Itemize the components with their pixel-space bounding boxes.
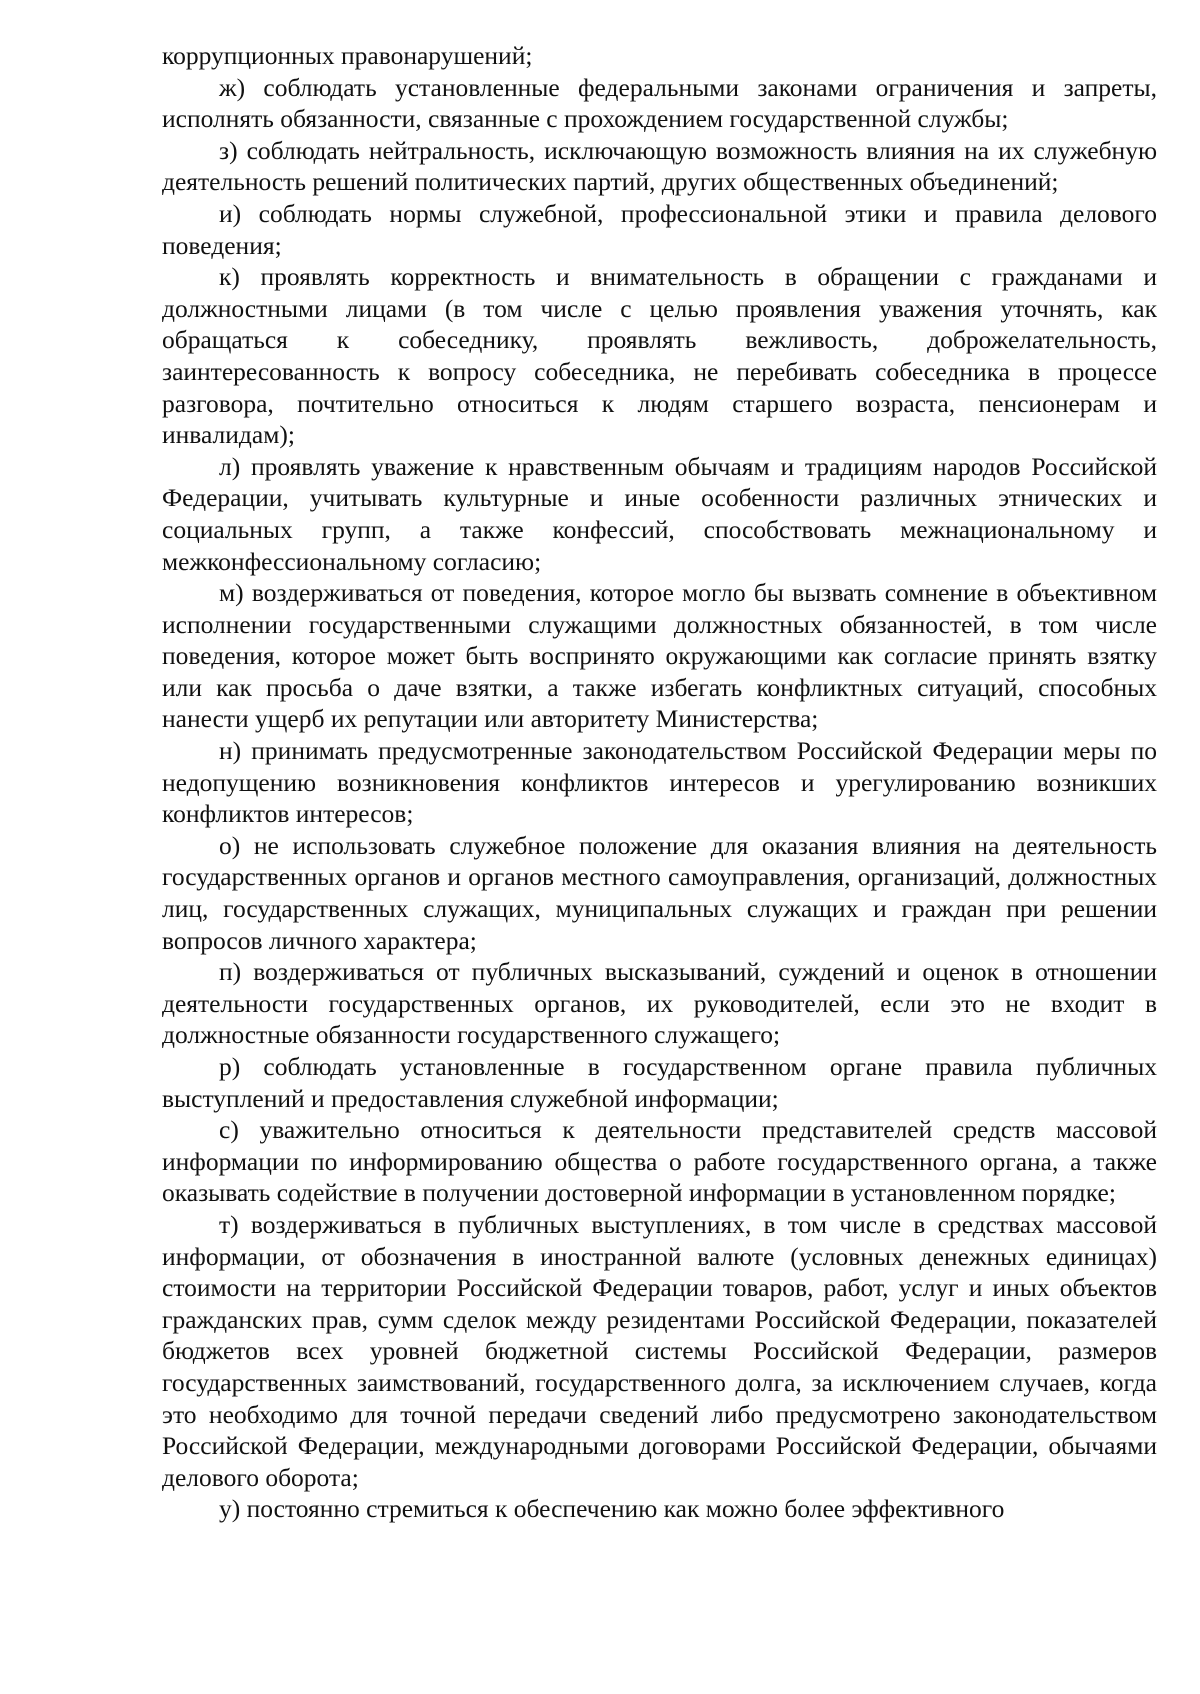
document-page: [162, 40, 1157, 1525]
paragraph-item-t: т) воздерживаться в публичных выступлениях, в том числе в средствах массовой информации, от обозначения в иностранной валюте (условных денежных единицах) стоимости на территории Российской Федерации товаров, работ, услуг и иных объектов гражданских прав, сумм сделок между резидентами Российской Федерации, показателей бюджетов всех уровней бюджетной системы Российской Федерации, размеров государственных заимствований, государственного долга, за исключением случаев, когда это необходимо для точной передачи сведений либо предусмотрено законодательством Российской Федерации, международными договорами Российской Федерации, обычаями делового оборота;: [162, 1209, 1157, 1492]
paragraph-item-u: у) постоянно стремиться к обеспечению как можно более эффективного: [219, 1494, 1005, 1524]
paragraph-item-s: с) уважительно относиться к деятельности представителей средств массовой информации по информированию общества о работе государственного органа, а также оказывать содействие в получении достоверной информации в установленном порядке;: [162, 1115, 1157, 1208]
paragraph-item-p: п) воздерживаться от публичных высказываний, суждений и оценок в отношении деятельности государственных органов, их руководителей, если это не входит в должностные обязанности государственного служащего;: [162, 957, 1157, 1050]
paragraph-item-i: и) соблюдать нормы служебной, профессиональной этики и правила делового поведения;: [162, 198, 1157, 260]
paragraph-item-n: н) принимать предусмотренные законодательством Российской Федерации меры по недопущению возникновения конфликтов интересов и урегулированию возникших конфликтов интересов;: [162, 736, 1157, 829]
paragraph-item-zh: ж) соблюдать установленные федеральными законами ограничения и запреты, исполнять обязанности, связанные с прохождением государственной службы;: [162, 72, 1157, 134]
paragraph-item-l: л) проявлять уважение к нравственным обычаям и традициям народов Российской Федерации, учитывать культурные и иные особенности различных этнических и социальных групп, а также конфессий, способствовать межнациональному и межконфессиональному согласию;: [162, 451, 1157, 576]
paragraph-item-k: к) проявлять корректность и внимательность в обращении с гражданами и должностными лицами (в том числе с целью проявления уважения уточнять, как обращаться к собеседнику, проявлять вежливость, доброжелательность, заинтересованность к вопросу собеседника, не перебивать собеседника в процессе разговора, почтительно относиться к людям старшего возраста, пенсионерам и инвалидам);: [162, 262, 1157, 450]
paragraph-item-z: з) соблюдать нейтральность, исключающую возможность влияния на их служебную деятельность решений политических партий, других общественных объединений;: [162, 135, 1157, 197]
paragraph-item-m: м) воздерживаться от поведения, которое могло бы вызвать сомнение в объективном исполнении государственными служащими должностных обязанностей, в том числе поведения, которое может быть воспринято окружающими как согласие принять взятку или как просьба о даче взятки, а также избегать конфликтных ситуаций, способных нанести ущерб их репутации или авторитету Министерства;: [162, 578, 1157, 734]
paragraph-item-r: р) соблюдать установленные в государственном органе правила публичных выступлений и предоставления служебной информации;: [162, 1052, 1157, 1113]
paragraph-item-o: о) не использовать служебное положение для оказания влияния на деятельность государственных органов и органов местного самоуправления, организаций, должностных лиц, государственных служащих, муниципальных служащих и граждан при решении вопросов личного характера;: [162, 830, 1157, 955]
paragraph-continuation: коррупционных правонарушений;: [162, 41, 533, 70]
